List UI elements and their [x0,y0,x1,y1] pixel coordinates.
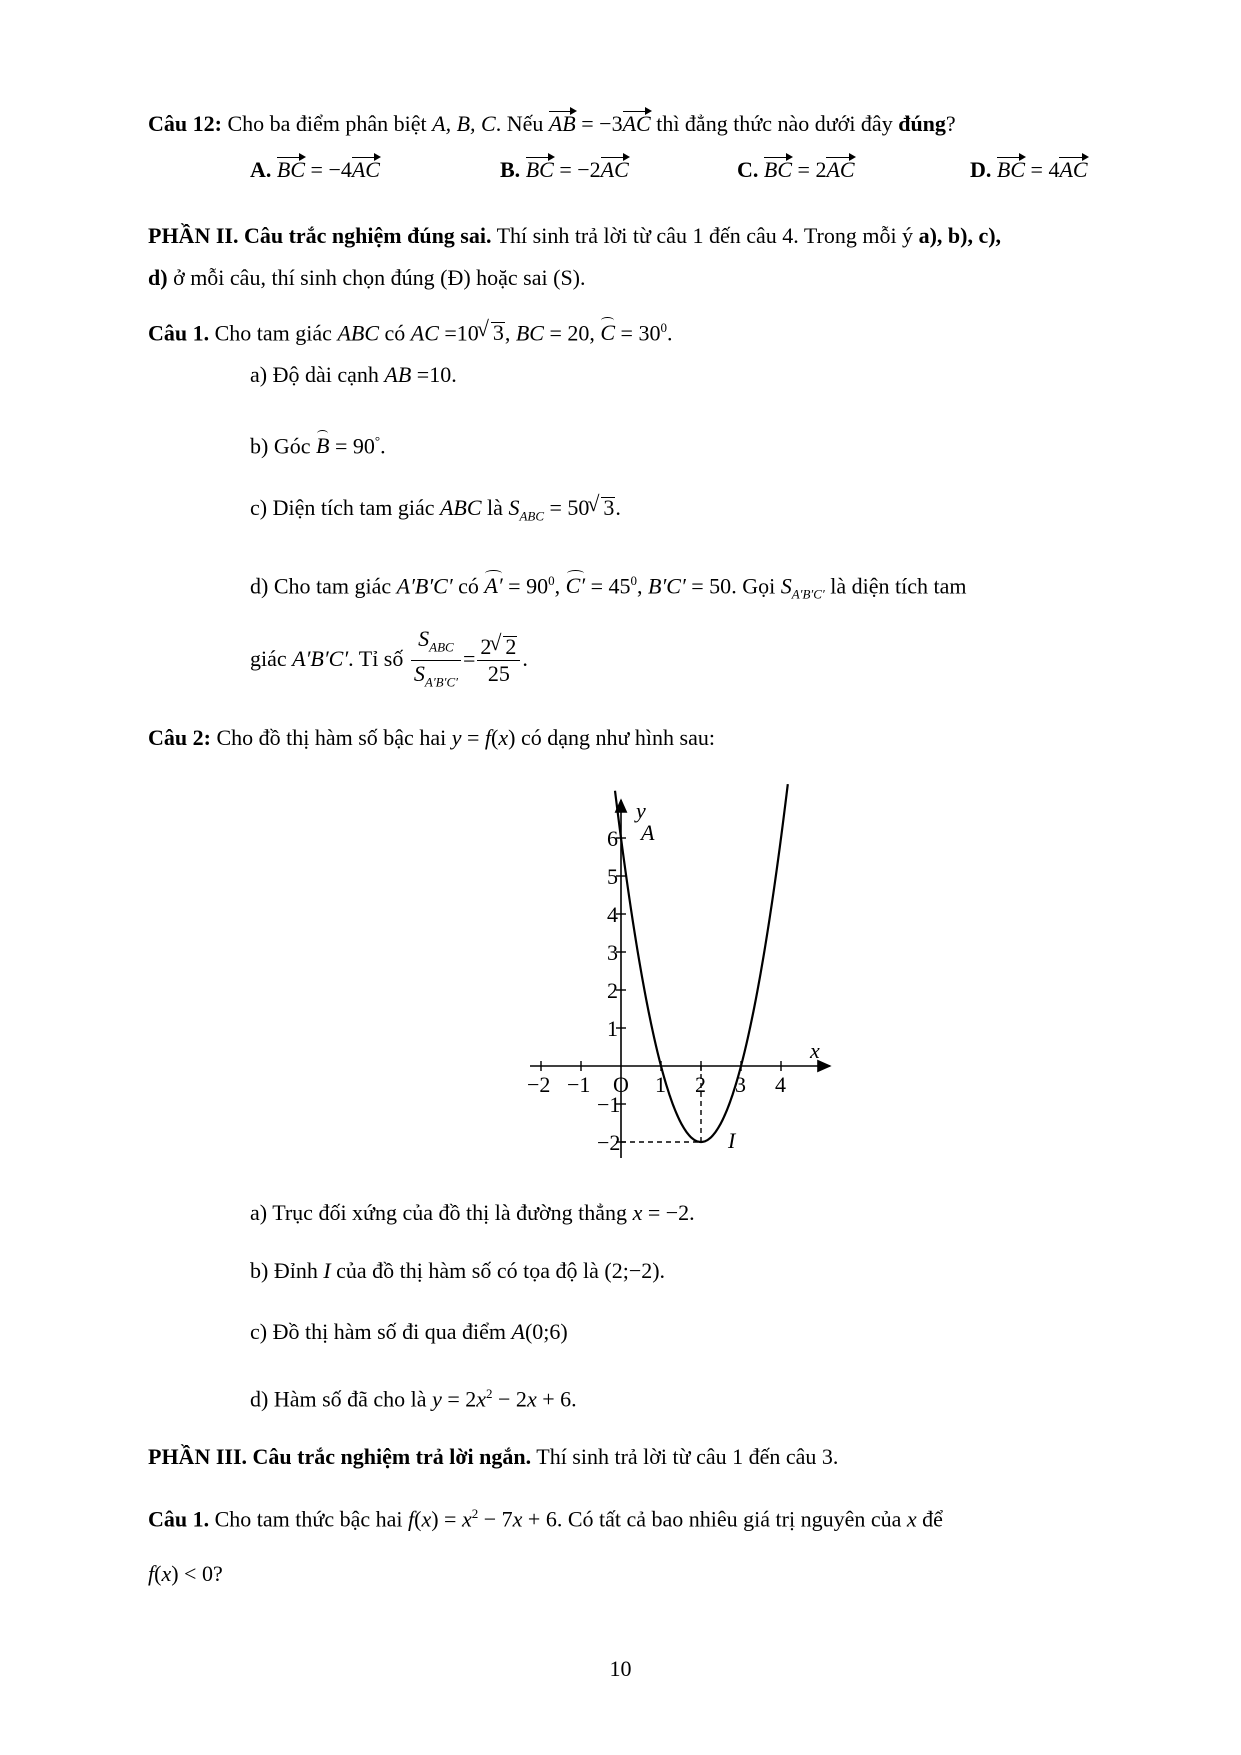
option-a-coef: −4 [328,157,352,182]
c3-mid: . Có tất cả bao nhiêu giá trị nguyên của [556,1506,902,1532]
c1-c-text: c) Diện tích tam giác [250,495,435,520]
c2-statement-b[interactable]: b) Đỉnh I của đồ thị hàm số có tọa độ là (2;−2). [250,1258,666,1283]
q12-points: A, B, C [432,111,496,136]
x-tick-label: −2 [527,1072,551,1097]
c1-d-tail: là diện tích tam [830,573,967,599]
c1-c-la: là [487,495,503,520]
c1-d-co: có [458,573,479,599]
c1-statement-b[interactable]: b) Góc B = 90°. [250,433,386,459]
q12-option-d[interactable]: D. BC = 4AC [970,157,1088,182]
c2-d-text: d) Hàm số đã cho là [250,1386,427,1412]
c3-tail: để [922,1506,943,1532]
part3-heading: PHẦN III. Câu trắc nghiệm trả lời ngắn. [148,1444,532,1469]
y-tick-label: −2 [597,1130,621,1155]
y-tick-label: 5 [607,864,618,889]
c1-statement-c[interactable]: c) Diện tích tam giác ABC là $S_{ABC} = 50√$ 3. [250,494,621,530]
option-c-label: C. [737,157,759,182]
y-tick-label: 6 [607,826,618,851]
c1-d-text: d) Cho tam giác [250,573,392,599]
c1-d2-ratio: . Tỉ số [348,645,404,671]
x-tick-label: 3 [735,1072,746,1097]
c1-stem: Câu 1. Cho tam giác ABC có AC =10√ 3, BC = 20, $C = 30^0$. [148,314,672,347]
x-axis-label: x [810,1038,820,1063]
c1-a-text: a) Độ dài cạnh [250,362,379,387]
c3-label: Câu 1. [148,1506,210,1532]
y-tick-label: 1 [607,1016,618,1041]
option-d-label: D. [970,157,992,182]
c1-statement-a[interactable]: a) Độ dài cạnh AB =10. [250,362,457,387]
c3-qmark: ? [212,1561,223,1586]
c1-co: có [384,320,406,346]
option-a-label: A. [250,157,272,182]
ratio-fraction-right: $\frac{2√ 2}{25}$ [477,634,520,687]
q12-cond-post: thì đẳng thức nào dưới đây [656,111,893,136]
q12-stem: Câu 12: Cho ba điểm phân biệt A, B, C. Nếu AB = −3AC thì đẳng thức nào dưới đây đúng? [148,111,956,136]
q12-bold-word: đúng [898,111,946,136]
option-b-label: B. [500,157,521,182]
c3-stem: Câu 1. Cho tam thức bậc hai $f(x) = x^2 - 7x + 6$. Có tất cả bao nhiêu giá trị nguyên của x để [148,1506,943,1532]
c2-statement-d[interactable]: d) Hàm số đã cho là $y = 2x^2 - 2x + 6$. [250,1386,577,1412]
part3-heading-line [148,1443,838,1471]
c3-stem-cont: f(x) < 0? [148,1561,223,1586]
c1-statement-d[interactable]: d) Cho tam giác A′B′C′ có $A' = 90^0$, $C' = 45^0$, B′C′ = 50. Gọi $S_{A'B'C'}$ là diện tích tam [250,573,967,602]
c2-c-text: c) Đồ thị hàm số đi qua điểm [250,1319,507,1344]
q12-option-a[interactable]: A. BC = −4AC [250,157,380,182]
part2-bold-tail: a), b), c), [918,223,1002,248]
c2-statement-c[interactable]: c) Đồ thị hàm số đi qua điểm A(0;6) [250,1319,568,1344]
point-i-label: I [728,1128,736,1153]
q12-text: Cho ba điểm phân biệt [227,111,427,136]
part3-text: Thí sinh trả lời từ câu 1 đến câu 3. [536,1444,839,1469]
c1-tri: ABC [337,320,379,346]
c2-b-mid: của đồ thị hàm số có tọa độ là [336,1258,599,1283]
option-b-coef: −2 [577,157,601,182]
c2-text: Cho đồ thị hàm số bậc hai [216,725,447,750]
c1-d-goi: . Gọi [731,573,776,599]
ratio-fraction-left: $\frac{S_{ABC}}{S_{A'B'C'}}$ [411,626,461,696]
c1-b-text: b) Góc [250,433,311,459]
y-tick-label: 2 [607,978,618,1003]
y-tick-label: 4 [607,902,618,927]
q12-qmark: ? [945,111,956,136]
option-d-coef: 4 [1048,157,1060,182]
part2-text2: ở mỗi câu, thí sinh chọn đúng (Đ) hoặc sai (S). [173,265,586,290]
c1-text: Cho tam giác [214,320,332,346]
y-tick-label: −1 [597,1092,621,1117]
q12-cond-pre: . Nếu [495,111,544,136]
q12-option-b[interactable]: B. BC = −2AC [500,157,629,182]
part2-bold-d: d) [148,265,168,290]
x-tick-label: 4 [775,1072,786,1097]
point-a-label: A [641,820,655,845]
origin-label: O [613,1072,629,1097]
q12-label: Câu 12: [148,111,222,136]
c2-text-tail: có dạng như hình sau: [520,725,715,750]
part2-heading: PHẦN II. Câu trắc nghiệm đúng sai. [148,223,492,248]
option-c-coef: 2 [815,157,827,182]
c2-b-text: b) Đỉnh [250,1258,318,1283]
c1-label: Câu 1. [148,320,210,346]
c2-a-text: a) Trục đối xứng của đồ thị là đường thẳng [250,1200,628,1225]
c2-stem: Câu 2: Cho đồ thị hàm số bậc hai y = f(x) có dạng như hình sau: [148,725,715,750]
x-tick-label: 1 [655,1072,666,1097]
x-tick-label: 2 [695,1072,706,1097]
x-tick-label: −1 [567,1072,591,1097]
c1-statement-d-cont: giác A′B′C′. Tỉ số $\frac{S_{ABC}}{S_{A'B'C'}}$ = $\frac{2√ 2}{25}$ . [250,626,528,696]
part2-text1: Thí sinh trả lời từ câu 1 đến câu 4. Trong mỗi ý [496,223,914,248]
y-tick-label: 3 [607,940,618,965]
c1-d2-text: giác [250,645,287,671]
c2-label: Câu 2: [148,725,211,750]
page-number: 10 [609,1656,632,1681]
q12-option-c[interactable]: C. BC = 2AC [737,157,855,182]
c2-statement-a[interactable]: a) Trục đối xứng của đồ thị là đường thẳng x = −2. [250,1200,695,1225]
c3-text: Cho tam thức bậc hai [214,1506,403,1532]
y-axis-label: y [636,798,646,823]
